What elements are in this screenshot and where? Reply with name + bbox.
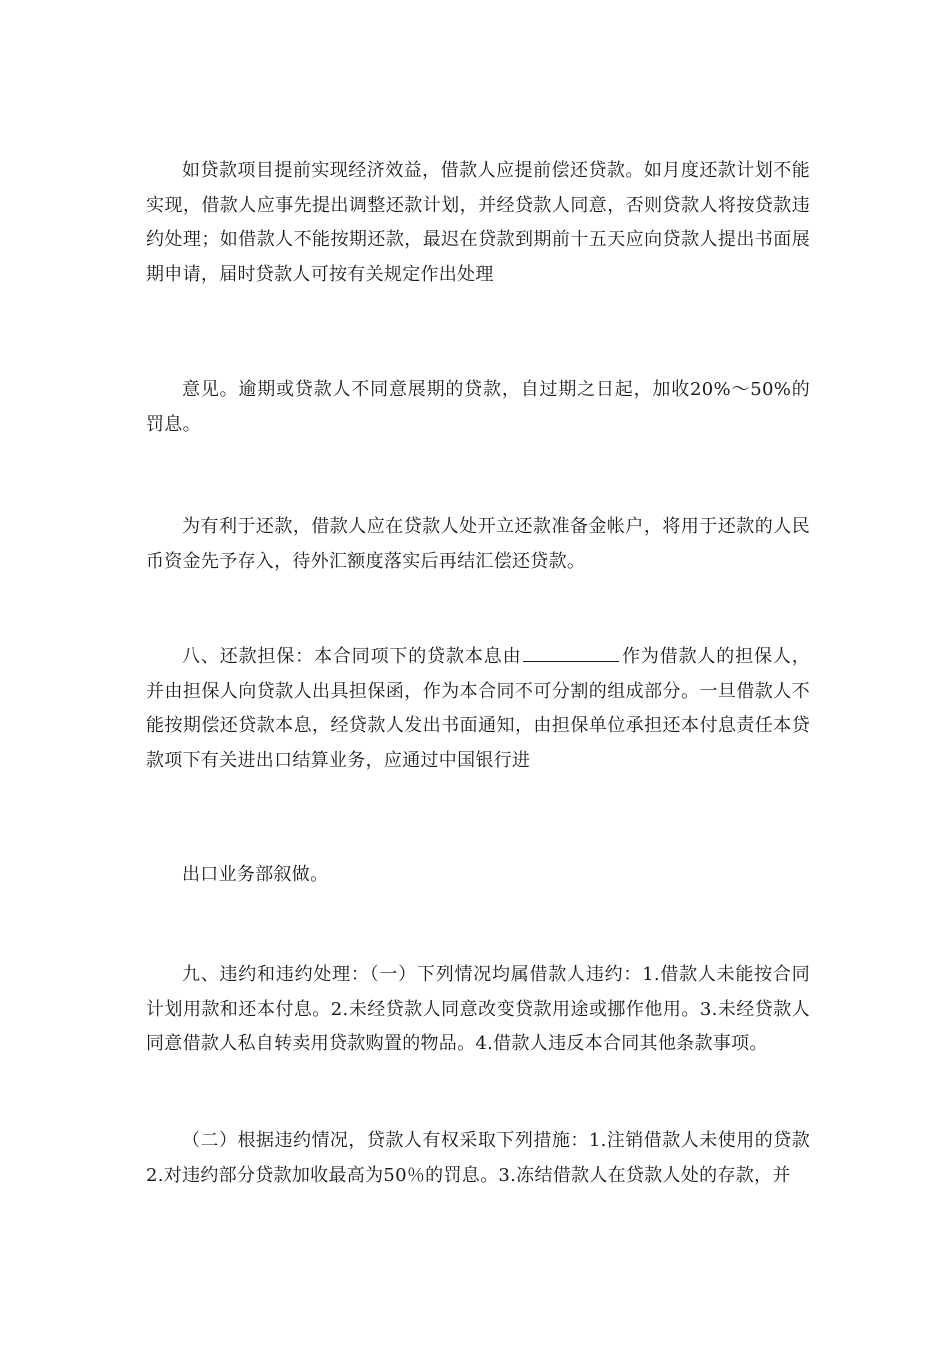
paragraph-default-measures: （二）根据违约情况，贷款人有权采取下列措施：1.注销借款人未使用的贷款2.对违约部分贷款加收最高为50％的罚息。3.冻结借款人在贷款人处的存款，并 [146, 1130, 810, 1186]
paragraph-overdue-penalty: 意见。逾期或贷款人不同意展期的贷款，自过期之日起，加收20%～50%的罚息。 [146, 379, 810, 435]
paragraph-default-cases: 九、违约和违约处理：（一）下列情况均属借款人违约：1.借款人未能按合同计划用款和还本付息。2.未经贷款人同意改变贷款用途或挪作他用。3.未经贷款人同意借款人私自转卖用贷款购置的物品。4.借款人违反本合同其他条款事项。 [146, 964, 810, 1055]
paragraph-export-business: 出口业务部叙做。 [182, 864, 329, 885]
paragraph-early-repayment: 如贷款项目提前实现经济效益，借款人应提前偿还贷款。如月度还款计划不能实现，借款人应事先提出调整还款计划，并经贷款人同意，否则贷款人将按贷款违约处理；如借款人不能按期还款，最迟在贷款到期前十五天应向贷款人提出书面展期申请，届时贷款人可按有关规定作出处理 [146, 160, 810, 285]
guarantee-text-after-blank: 作为借款人的担保人，并由担保人向贷款人出具担保函，作为本合同不可分割的组成部分。一旦借款人不能按期偿还贷款本息，经贷款人发出书面通知，由担保单位承担还本付息责任本贷款项下有关进出口结算业务，应通过中国银行进 [146, 646, 811, 771]
paragraph-reserve-account: 为有利于还款，借款人应在贷款人处开立还款准备金帐户，将用于还款的人民币资金先予存入，待外汇额度落实后再结汇偿还贷款。 [146, 516, 810, 572]
guarantor-blank-line [523, 643, 619, 662]
guarantee-text-before-blank: 八、还款担保：本合同项下的贷款本息由 [182, 646, 522, 667]
paragraph-repayment-guarantee [146, 640, 810, 778]
